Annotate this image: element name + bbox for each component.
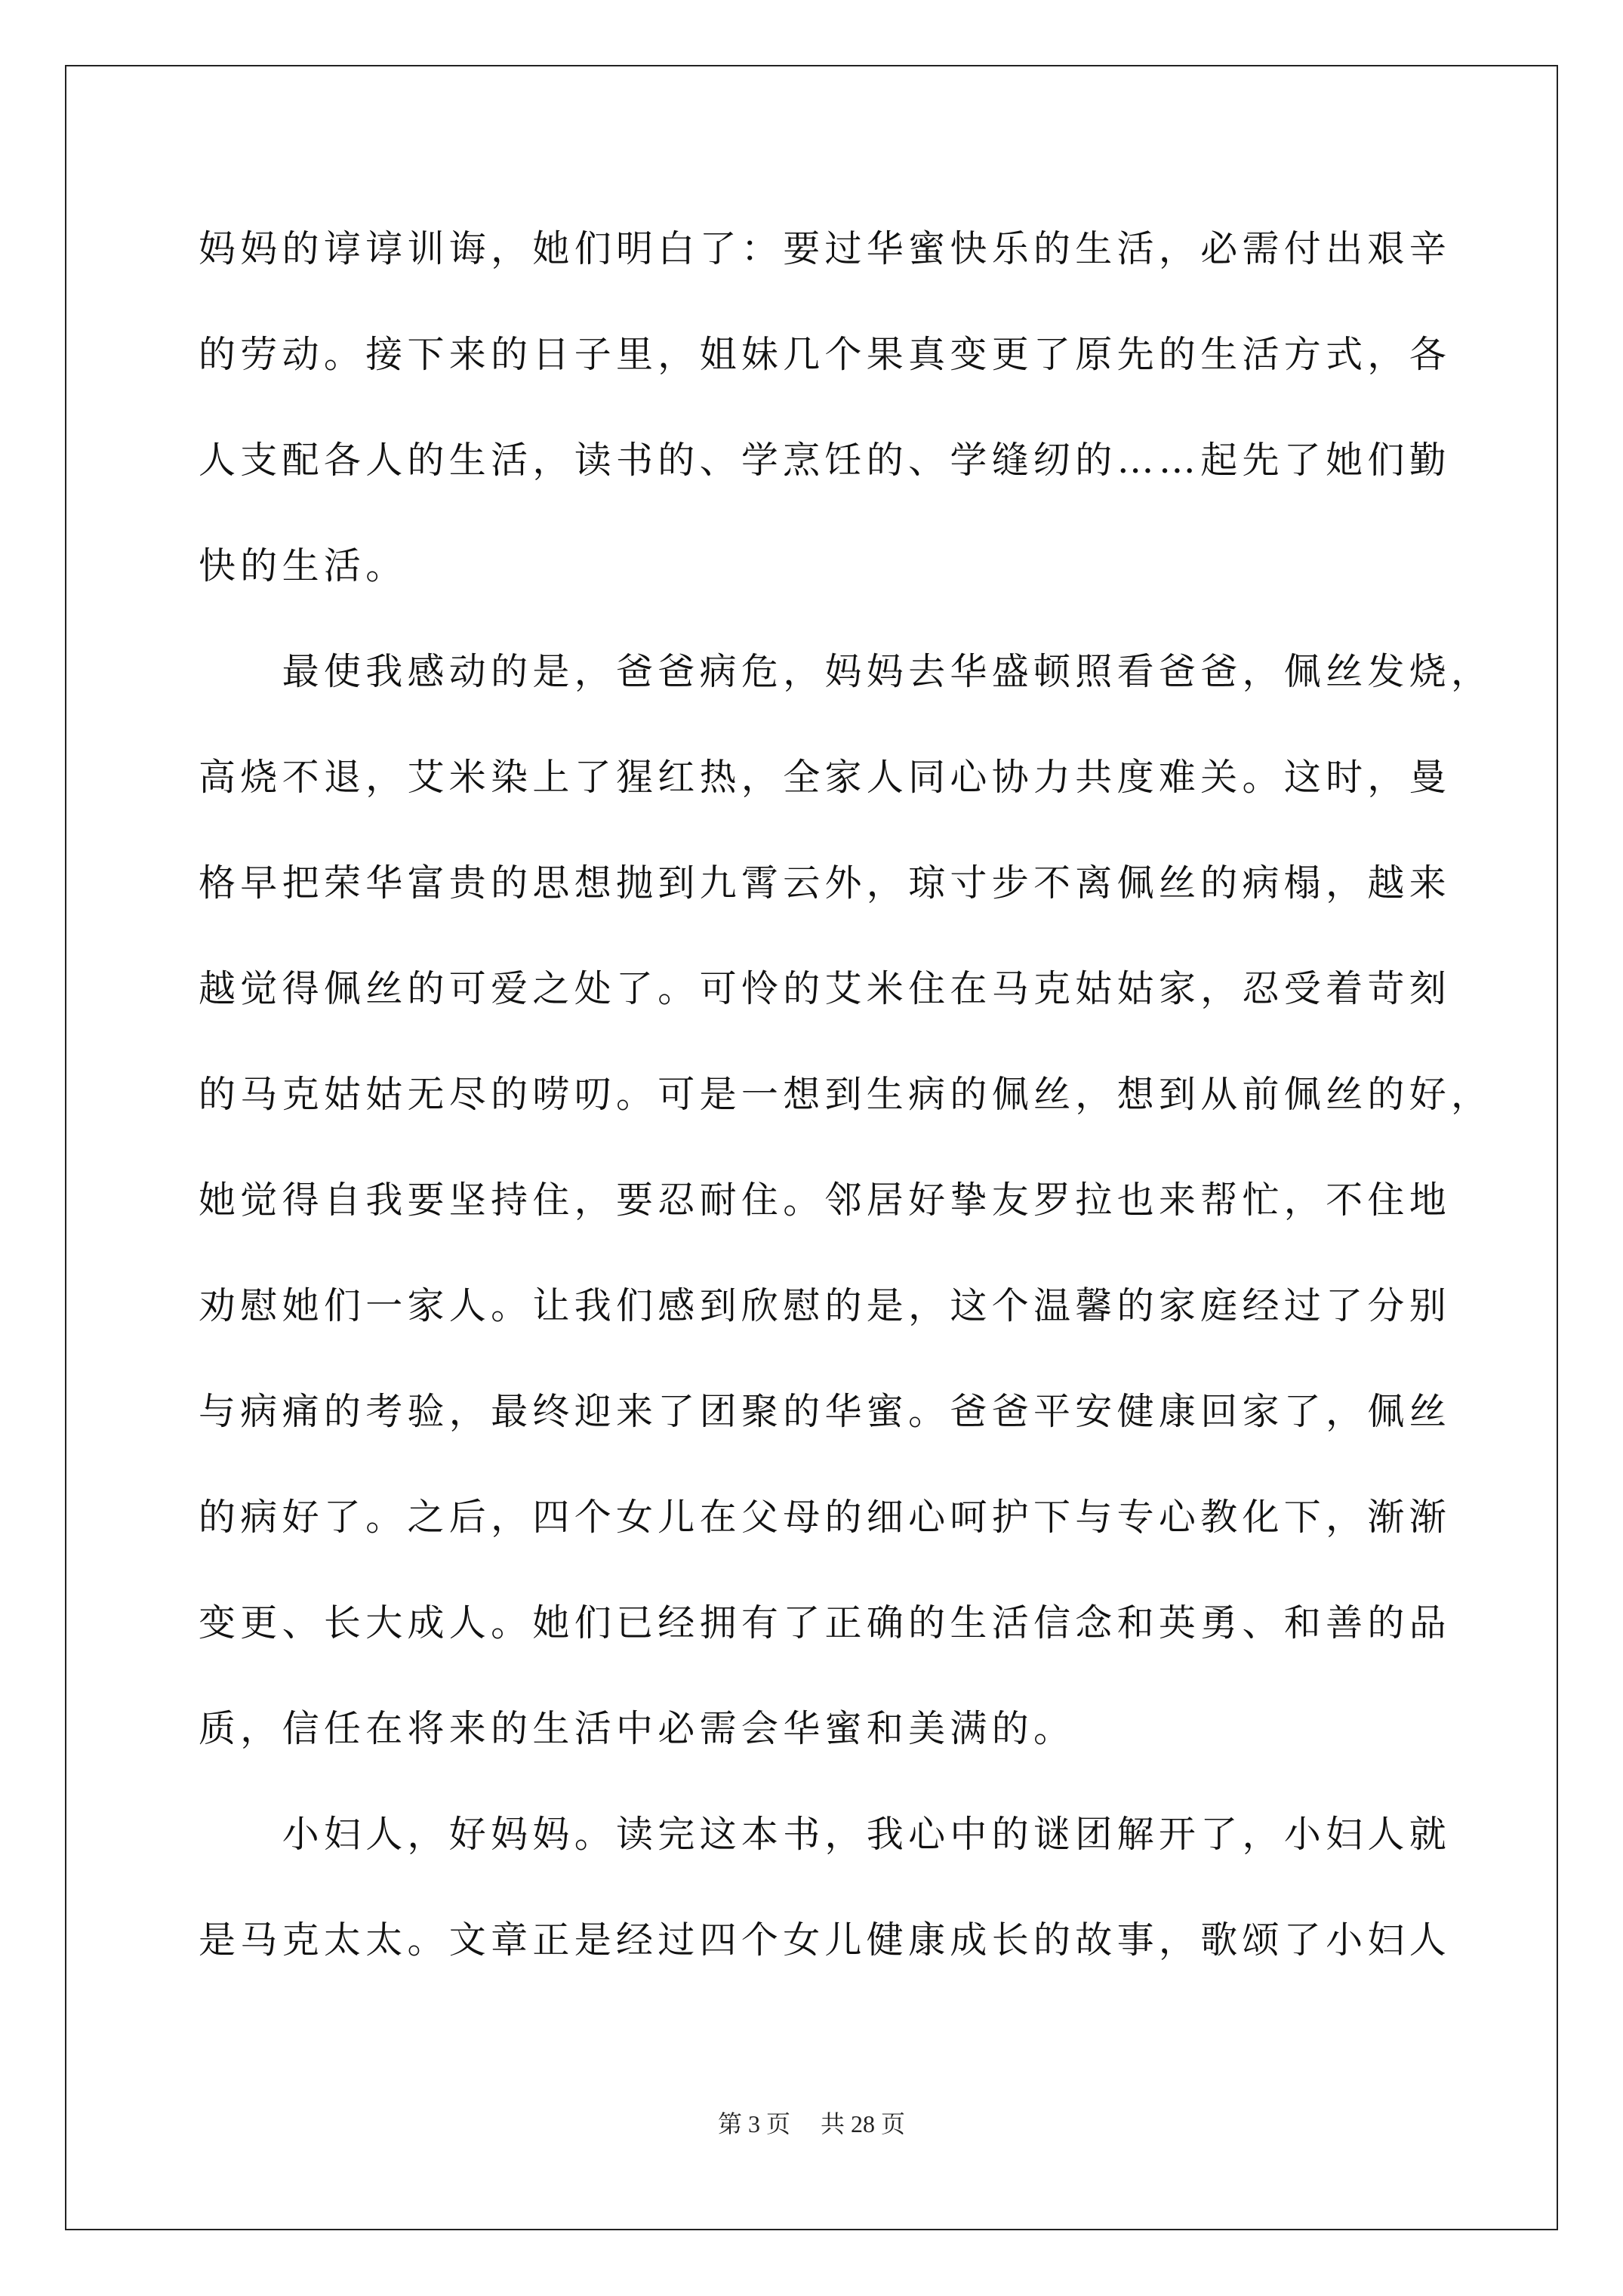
text-line-4: 快的生活。 [199, 544, 408, 587]
text-line-5: 最使我感动的是，爸爸病危，妈妈去华盛顿照看爸爸，佩丝发烧， [199, 650, 1493, 693]
text-line-15: 质，信任在将来的生活中必需会华蜜和美满的。 [199, 1707, 1076, 1750]
text-line-14: 变更、长大成人。她们已经拥有了正确的生活信念和英勇、和善的品 [199, 1601, 1452, 1644]
text-line-8: 越觉得佩丝的可爱之处了。可怜的艾米住在马克姑姑家，忍受着苛刻 [199, 967, 1452, 1010]
page-footer [0, 2105, 1623, 2140]
text-line-9: 的马克姑姑无尽的唠叨。可是一想到生病的佩丝，想到从前佩丝的好， [199, 1073, 1493, 1116]
text-line-6: 高烧不退，艾米染上了猩红热，全家人同心协力共度难关。这时，曼 [199, 756, 1452, 799]
page-border [65, 65, 1558, 2230]
text-line-13: 的病好了。之后，四个女儿在父母的细心呵护下与专心教化下，渐渐 [199, 1496, 1452, 1539]
text-line-2: 的劳动。接下来的日子里，姐妹几个果真变更了原先的生活方式，各 [199, 333, 1452, 376]
text-line-12: 与病痛的考验，最终迎来了团聚的华蜜。爸爸平安健康回家了，佩丝 [199, 1390, 1452, 1433]
text-line-7: 格早把荣华富贵的思想抛到九霄云外，琼寸步不离佩丝的病榻，越来 [199, 861, 1452, 905]
text-line-10: 她觉得自我要坚持住，要忍耐住。邻居好挚友罗拉也来帮忙，不住地 [199, 1179, 1452, 1222]
text-line-16: 小妇人，好妈妈。读完这本书，我心中的谜团解开了，小妇人就 [199, 1813, 1452, 1856]
page-total: 共 28 页 [821, 2110, 906, 2137]
page-number: 第 3 页 [717, 2110, 790, 2137]
text-line-11: 劝慰她们一家人。让我们感到欣慰的是，这个温馨的家庭经过了分别 [199, 1284, 1452, 1327]
text-line-1: 妈妈的谆谆训诲，她们明白了：要过华蜜快乐的生活，必需付出艰辛 [199, 227, 1452, 270]
text-line-3: 人支配各人的生活，读书的、学烹饪的、学缝纫的……起先了她们勤 [199, 439, 1452, 482]
text-line-17: 是马克太太。文章正是经过四个女儿健康成长的故事，歌颂了小妇人 [199, 1918, 1452, 1962]
